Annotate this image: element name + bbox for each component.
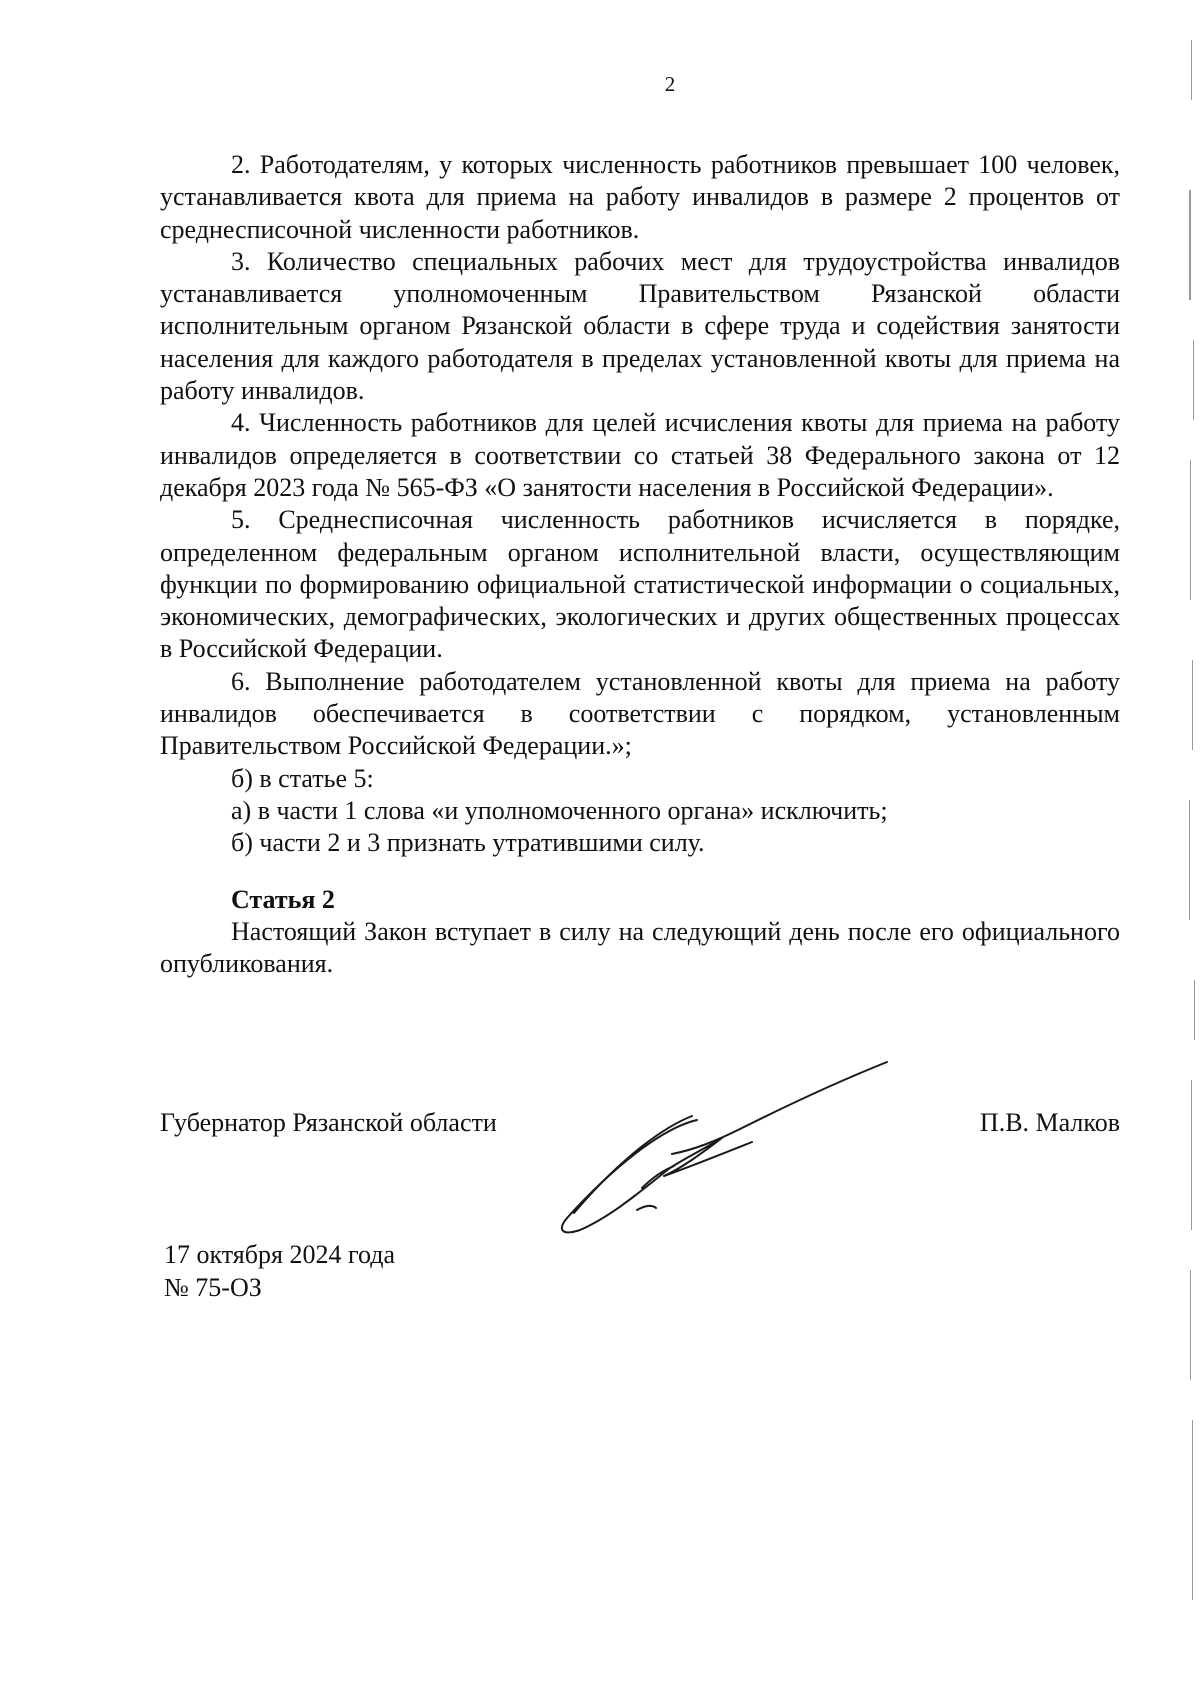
signatory-title: Губернатор Рязанской области (160, 1108, 497, 1137)
amendment-article-5: б) в статье 5: (231, 763, 374, 793)
paragraph-item-5: 5. Среднесписочная численность работников исчисляется в порядке, определенном федеральным органом исполнительной власти, осуществляющим функции по формированию официальной статистической информации о социальных, экономических, демографических, экологических и других общественных процессах в Российской Федерации. (160, 505, 1120, 664)
paragraph-item-2: 2. Работодателям, у которых численность работников превышает 100 человек, устанавливается квота для приема на работу инвалидов в размере 2 процентов от среднесписочной численности работников. (160, 150, 1120, 244)
signing-date: 17 октября 2024 года (164, 1240, 395, 1269)
amendment-item-a: а) в части 1 слова «и уполномоченного органа» исключить; (231, 795, 888, 825)
scan-edge-marks (1186, 40, 1200, 1680)
signatory-name: П.В. Малков (979, 1108, 1120, 1137)
law-number: № 75-ОЗ (164, 1273, 262, 1302)
page-number: 2 (664, 72, 676, 96)
document-footer (164, 1238, 395, 1304)
paragraph-item-6: 6. Выполнение работодателем установленной квоты для приема на работу инвалидов обеспечивается в соответствии с порядком, установленным Правительством Российской Федерации.»; (160, 666, 1120, 761)
amendment-item-b: б) части 2 и 3 признать утратившими силу. (231, 828, 705, 858)
handwritten-signature (552, 1058, 892, 1248)
article-2-text: Настоящий Закон вступает в силу на следующий день после его официального опубликования. (160, 916, 1120, 979)
document-body (160, 149, 1120, 980)
paragraph-item-4: 4. Численность работников для целей исчисления квоты для приема на работу инвалидов определяется в соответствии со статьей 38 Федерального закона от 12 декабря 2023 года № 565-ФЗ «О занятости населения в Российской Федерации». (160, 408, 1120, 502)
article-2-heading: Статья 2 (231, 884, 335, 914)
paragraph-item-3: 3. Количество специальных рабочих мест для трудоустройства инвалидов устанавливается уполномоченным Правительством Рязанской области исполнительным органом Рязанской области в сфере труда и содействия занятости населения для каждого работодателя в пределах установленной квоты для приема на работу инвалидов. (160, 246, 1120, 406)
